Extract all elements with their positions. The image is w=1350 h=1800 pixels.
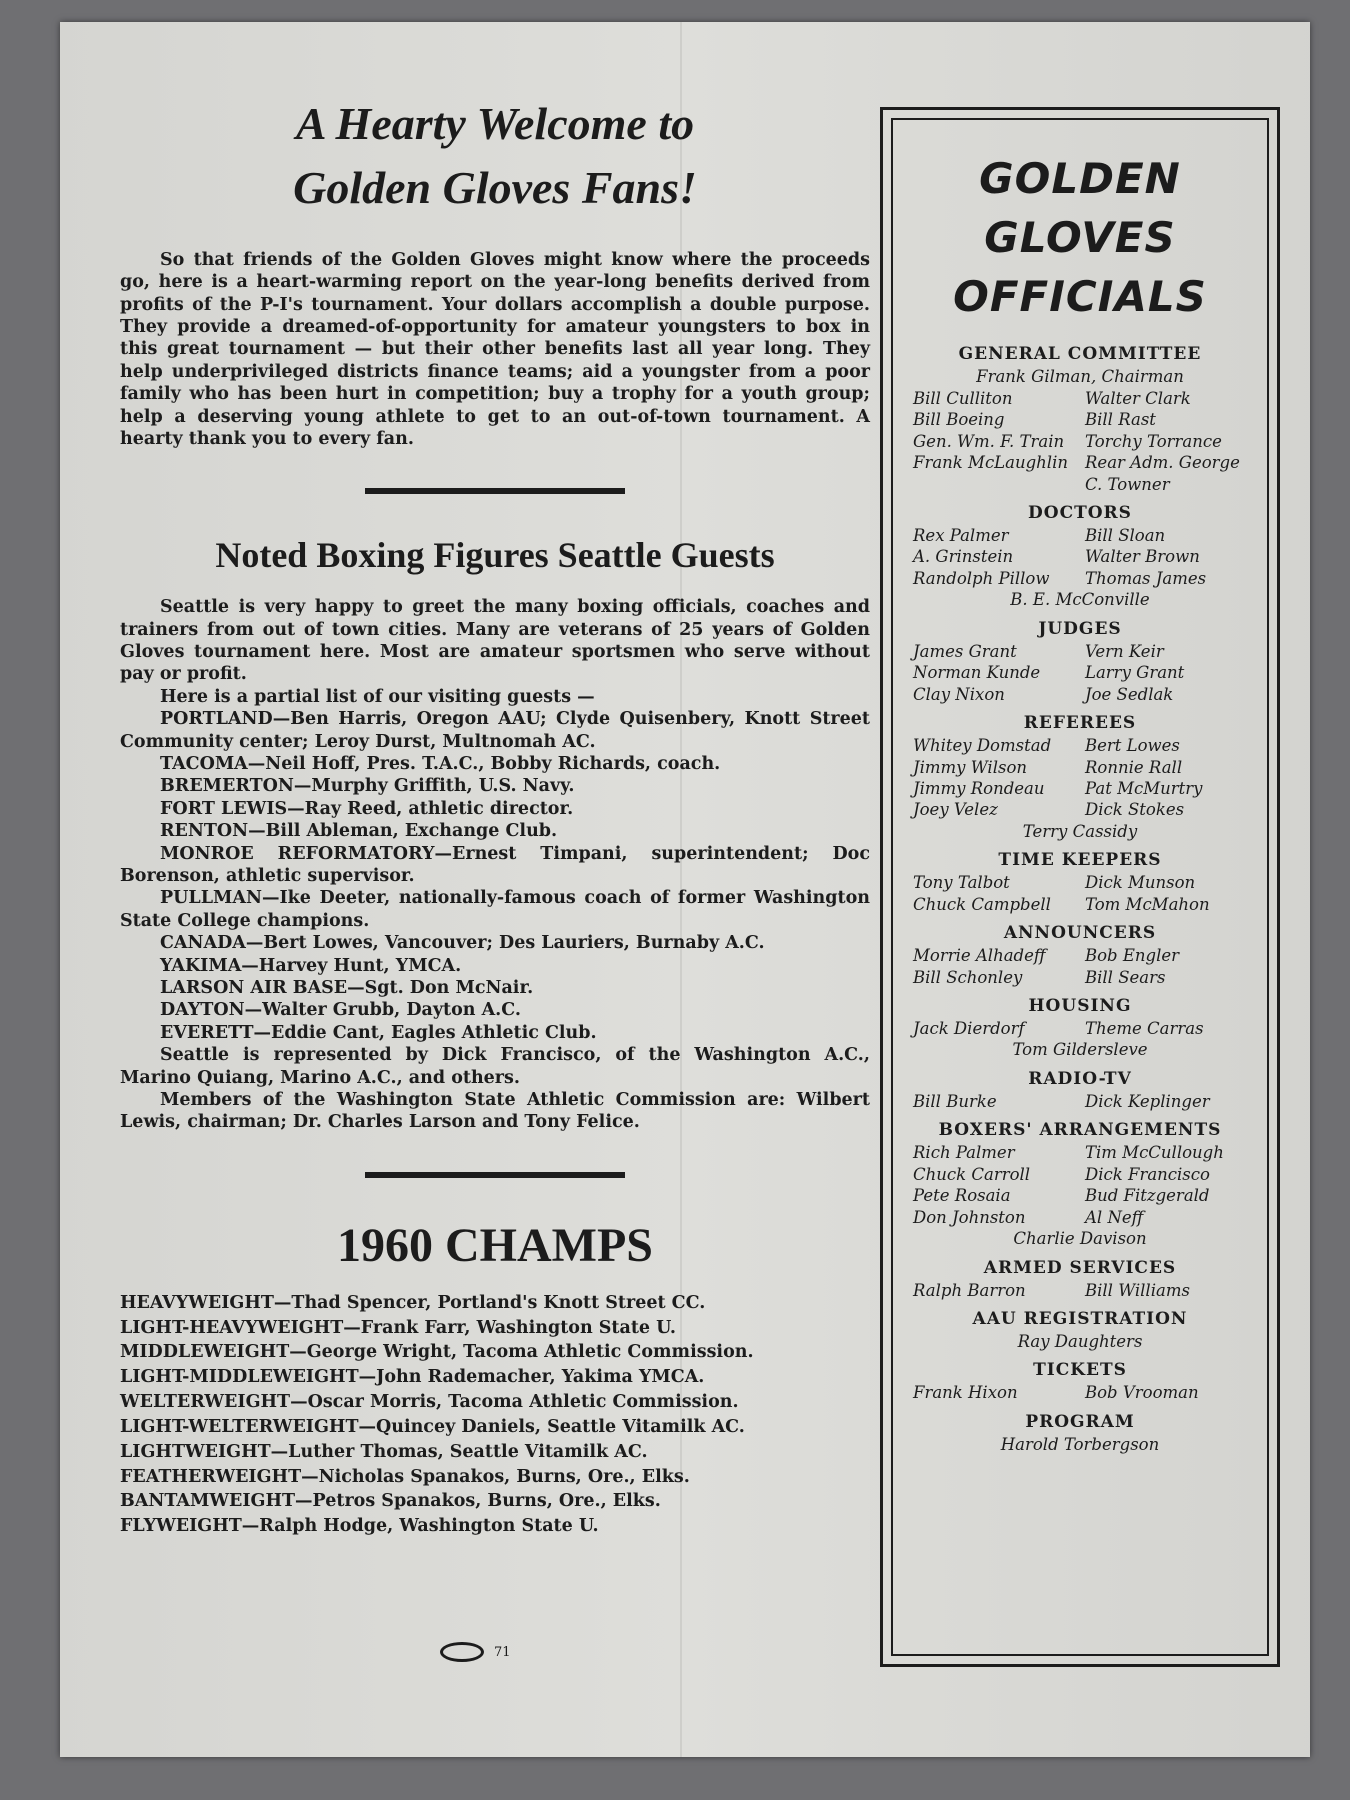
official-name: Bill Sears	[1085, 967, 1166, 987]
official-name: Bill Burke	[913, 1091, 997, 1111]
guests-list-intro: Here is a partial list of our visiting guests —	[160, 686, 595, 707]
guest-entry: FORT LEWIS—Ray Reed, athletic director.	[160, 798, 574, 819]
officials-section-judges	[909, 619, 1251, 705]
names-grid	[909, 735, 1251, 821]
champs-title: 1960 CHAMPS	[337, 1218, 653, 1272]
guest-entry: PORTLAND—Ben Harris, Oregon AAU; Clyde Quisenbery, Knott Street Community center; Leroy Durst, Multnomah AC.	[120, 709, 870, 752]
officials-title	[909, 150, 1251, 326]
guest-entry: MONROE REFORMATORY—Ernest Timpani, superintendent; Doc Borenson, athletic supervisor.	[120, 843, 870, 886]
officials-section-program	[909, 1412, 1251, 1455]
emblem-icon	[440, 1642, 484, 1662]
champ-entry: LIGHT-MIDDLEWEIGHT—John Rademacher, Yakima YMCA.	[120, 1367, 705, 1388]
official-name: Bert Lowes	[1085, 736, 1180, 756]
section-heading: DOCTORS	[1028, 503, 1132, 524]
official-name: B. E. McConville	[1010, 590, 1150, 610]
guests-commission: Members of the Washington State Athletic Commission are: Wilbert Lewis, chairman; Dr. Charles Larson and Tony Felice.	[120, 1089, 870, 1133]
program-page	[60, 22, 1310, 1757]
official-name: Charlie Davison	[1013, 1229, 1147, 1249]
official-name: Rear Adm. George C. Towner	[1085, 453, 1240, 494]
champ-entry: MIDDLEWEIGHT—George Wright, Tacoma Athletic Commission.	[120, 1342, 754, 1363]
official-name: Bill Williams	[1085, 1280, 1190, 1300]
official-name: Gen. Wm. F. Train	[913, 431, 1065, 451]
guest-entry: RENTON—Bill Ableman, Exchange Club.	[160, 821, 558, 842]
champ-entry: WELTERWEIGHT—Oscar Morris, Tacoma Athletic Commission.	[120, 1392, 739, 1413]
left-column	[120, 92, 870, 1539]
officials-section-armed-services	[909, 1258, 1251, 1301]
official-name: Joey Velez	[913, 800, 998, 820]
section-heading: TICKETS	[1033, 1360, 1127, 1381]
guest-entry: EVERETT—Eddie Cant, Eagles Athletic Club.	[160, 1022, 597, 1043]
officials-section-radio-tv	[909, 1069, 1251, 1112]
names-grid	[909, 388, 1251, 495]
official-name: Torchy Torrance	[1085, 431, 1222, 451]
guest-entry: CANADA—Bert Lowes, Vancouver; Des Lauriers, Burnaby A.C.	[160, 933, 765, 954]
guest-entry: PULLMAN—Ike Deeter, nationally-famous coach of former Washington State College champions.	[120, 888, 870, 931]
official-name: Bill Boeing	[913, 410, 1005, 430]
official-name: Joe Sedlak	[1085, 684, 1174, 704]
champ-entry: FEATHERWEIGHT—Nicholas Spanakos, Burns, Ore., Elks.	[120, 1466, 690, 1487]
page-footer	[440, 1642, 511, 1662]
section-divider	[365, 1172, 625, 1178]
guest-entry: BREMERTON—Murphy Griffith, U.S. Navy.	[160, 776, 575, 797]
official-name: Randolph Pillow	[913, 568, 1050, 588]
official-name: Bob Vrooman	[1085, 1383, 1199, 1403]
officials-inner-frame	[891, 118, 1269, 1656]
section-heading: PROGRAM	[1025, 1411, 1135, 1432]
guest-entry: YAKIMA—Harvey Hunt, YMCA.	[160, 955, 462, 976]
official-name: Jack Dierdorf	[913, 1019, 1025, 1039]
official-name: Bill Schonley	[913, 967, 1023, 987]
section-heading: REFEREES	[1023, 713, 1137, 734]
official-name: Frank Hixon	[913, 1383, 1018, 1403]
names-grid	[909, 1142, 1251, 1228]
names-grid	[909, 1382, 1251, 1403]
official-name: Dick Francisco	[1085, 1164, 1210, 1184]
official-name: A. Grinstein	[913, 547, 1014, 567]
welcome-body	[120, 249, 870, 451]
official-name: Ray Daughters	[1017, 1331, 1143, 1351]
section-heading: GENERAL COMMITTEE	[958, 344, 1202, 365]
official-name: Bill Sloan	[1085, 526, 1166, 546]
official-name: Dick Keplinger	[1085, 1091, 1210, 1111]
section-heading: BOXERS' ARRANGEMENTS	[938, 1120, 1222, 1141]
official-name: James Grant	[913, 641, 1017, 661]
official-name: Norman Kunde	[913, 663, 1041, 683]
official-name: Ralph Barron	[913, 1280, 1026, 1300]
names-grid	[909, 641, 1251, 705]
welcome-title-line2: Golden Gloves Fans!	[293, 162, 697, 214]
officials-box	[880, 107, 1280, 1667]
official-name: Jimmy Rondeau	[913, 778, 1045, 798]
official-name: Dick Stokes	[1085, 800, 1185, 820]
official-name: Bud Fitzgerald	[1085, 1186, 1210, 1206]
official-name: Tom McMahon	[1085, 894, 1210, 914]
official-name: Don Johnston	[913, 1207, 1026, 1227]
champ-entry: LIGHTWEIGHT—Luther Thomas, Seattle Vitamilk AC.	[120, 1441, 648, 1462]
section-heading: ARMED SERVICES	[983, 1257, 1177, 1278]
official-name: Chuck Carroll	[913, 1164, 1031, 1184]
champ-entry: LIGHT-HEAVYWEIGHT—Frank Farr, Washington State U.	[120, 1317, 676, 1338]
guest-entry: LARSON AIR BASE—Sgt. Don McNair.	[160, 977, 534, 998]
officials-section-announcers	[909, 923, 1251, 988]
guests-body	[120, 596, 870, 1133]
official-name: Dick Munson	[1085, 873, 1196, 893]
official-name: Clay Nixon	[913, 684, 1005, 704]
officials-section-time-keepers	[909, 850, 1251, 915]
official-name: Pat McMurtry	[1085, 778, 1203, 798]
official-name: Walter Clark	[1085, 388, 1191, 408]
officials-section-aau-registration	[909, 1309, 1251, 1352]
official-name: Morrie Alhadeff	[913, 946, 1046, 966]
official-name: Thomas James	[1085, 568, 1207, 588]
section-heading: TIME KEEPERS	[998, 850, 1162, 871]
champs-list	[120, 1291, 870, 1539]
names-grid	[909, 945, 1251, 988]
guests-title: Noted Boxing Figures Seattle Guests	[215, 535, 775, 576]
section-heading: JUDGES	[1038, 618, 1122, 639]
official-name: Pete Rosaia	[913, 1186, 1011, 1206]
chairman-name: Frank Gilman, Chairman	[976, 367, 1184, 387]
official-name: Walter Brown	[1085, 547, 1200, 567]
officials-section-housing	[909, 996, 1251, 1061]
official-name: Bill Culliton	[913, 388, 1013, 408]
official-name: Chuck Campbell	[913, 894, 1051, 914]
official-name: Tom Gildersleve	[1012, 1040, 1148, 1060]
officials-sections	[909, 344, 1251, 1455]
official-name: Rex Palmer	[913, 526, 1009, 546]
official-name: Theme Carras	[1085, 1019, 1204, 1039]
names-grid	[909, 525, 1251, 589]
guest-entry: TACOMA—Neil Hoff, Pres. T.A.C., Bobby Richards, coach.	[160, 754, 721, 775]
champ-entry: HEAVYWEIGHT—Thad Spencer, Portland's Knott Street CC.	[120, 1292, 706, 1313]
champ-entry: BANTAMWEIGHT—Petros Spanakos, Burns, Ore., Elks.	[120, 1491, 661, 1512]
champ-entry: LIGHT-WELTERWEIGHT—Quincey Daniels, Seattle Vitamilk AC.	[120, 1416, 745, 1437]
section-divider	[365, 488, 625, 494]
official-name: Harold Torbergson	[1000, 1434, 1160, 1454]
officials-section-tickets	[909, 1360, 1251, 1403]
official-name: Rich Palmer	[913, 1143, 1015, 1163]
section-heading: RADIO-TV	[1028, 1068, 1132, 1089]
officials-section-general-committee	[909, 344, 1251, 495]
official-name: Whitey Domstad	[913, 736, 1052, 756]
official-name: Jimmy Wilson	[913, 757, 1028, 777]
section-heading: ANNOUNCERS	[1003, 923, 1157, 944]
names-grid	[909, 1018, 1251, 1039]
welcome-paragraph: So that friends of the Golden Gloves might know where the proceeds go, here is a heart-warming report on the year-long benefits derived from profits of the P-I's tournament. Your dollars accomplish a double purpose. They provide a dreamed-of-opportunity for amateur youngsters to box in this great tournament — but their other benefits last all year long. They help underprivileged districts finance teams; aid a youngster from a poor family who has been hurt in competition; buy a trophy for a youth group; help a deserving young athlete to get to an out-of-town tournament. A hearty thank you to every fan.	[120, 249, 870, 449]
official-name: Tony Talbot	[913, 873, 1010, 893]
page-number: 71	[494, 1644, 511, 1660]
officials-section-boxers-arrangements	[909, 1120, 1251, 1249]
section-heading: AAU REGISTRATION	[972, 1308, 1188, 1329]
officials-title-line3: OFFICIALS	[953, 271, 1207, 321]
officials-title-line2: GLOVES	[984, 212, 1176, 262]
official-name: Terry Cassidy	[1022, 821, 1138, 841]
section-heading: HOUSING	[1028, 996, 1132, 1017]
names-grid	[909, 872, 1251, 915]
guest-entry: DAYTON—Walter Grubb, Dayton A.C.	[160, 1000, 521, 1021]
official-name: Bill Rast	[1085, 410, 1156, 430]
official-name: Bob Engler	[1085, 946, 1180, 966]
official-name: Larry Grant	[1085, 663, 1185, 683]
guests-seattle: Seattle is represented by Dick Francisco, of the Washington A.C., Marino Quiang, Marino A.C., and others.	[120, 1045, 870, 1088]
official-name: Tim McCullough	[1085, 1143, 1224, 1163]
official-name: Frank McLaughlin	[913, 453, 1068, 473]
welcome-title	[120, 92, 870, 221]
welcome-title-line1: A Hearty Welcome to	[295, 98, 695, 149]
names-grid	[909, 1280, 1251, 1301]
names-grid	[909, 1091, 1251, 1112]
officials-title-line1: GOLDEN	[979, 154, 1181, 203]
guests-intro: Seattle is very happy to greet the many boxing officials, coaches and trainers from out of town cities. Many are veterans of 25 years of Golden Gloves tournament here. Most are amateur sportsmen who serve without pay or profit.	[120, 597, 870, 685]
champ-entry: FLYWEIGHT—Ralph Hodge, Washington State U.	[120, 1516, 599, 1537]
official-name: Vern Keir	[1085, 641, 1164, 661]
officials-section-referees	[909, 713, 1251, 842]
officials-section-doctors	[909, 503, 1251, 611]
official-name: Al Neff	[1085, 1207, 1144, 1227]
official-name: Ronnie Rall	[1085, 757, 1183, 777]
